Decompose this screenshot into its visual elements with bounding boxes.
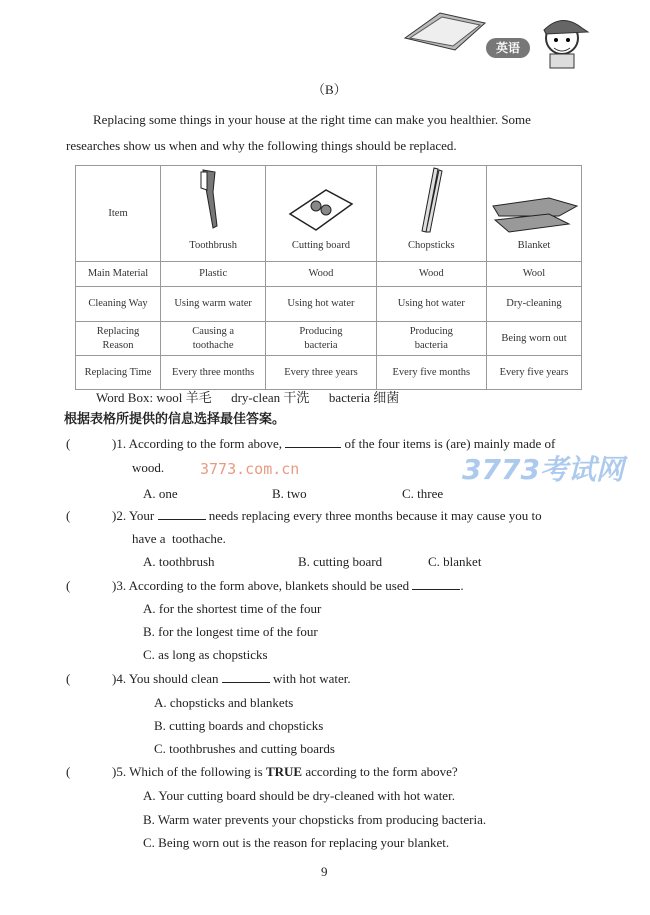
question-1: )1. According to the form above, of the four items is (are) mainly made of [112,436,556,451]
table-cell: Producing bacteria [266,322,376,356]
toothbrush-icon [193,166,233,234]
table-cell: Using warm water [161,287,266,322]
table-cell: Replacing Time [76,356,161,390]
table-cell: Every three months [161,356,266,390]
table-cell: Plastic [161,262,266,287]
question-4: )4. You should clean with hot water. [112,671,351,686]
table-row [76,262,582,287]
option[interactable]: C. toothbrushes and cutting boards [154,741,335,756]
answer-blank [412,580,460,590]
option[interactable]: A. toothbrush [143,554,215,569]
option[interactable]: B. Warm water prevents your chopsticks from producing bacteria. [143,812,487,827]
subject-logo: 英语 [486,38,530,58]
answer-paren[interactable]: ( [66,508,71,523]
option[interactable]: C. three [402,486,444,501]
table-header-cell: Toothbrush [161,166,266,262]
option[interactable]: B. two [272,486,307,501]
table-header-cell: Item [76,166,161,262]
table-cell: Wood [376,262,486,287]
answer-paren[interactable]: ( [66,671,71,686]
question-5: )5. Which of the following is TRUE according to the form above? [112,764,458,779]
table-row [76,287,582,322]
table-cell: Replacing Reason [76,322,161,356]
table-cell: Causing a toothache [161,322,266,356]
option[interactable]: B. cutting board [298,554,383,569]
chopsticks-icon [416,166,446,234]
table-cell: Using hot water [266,287,376,322]
table-cell: Main Material [76,262,161,287]
question-3: )3. According to the form above, blankets should be used . [112,578,464,593]
table-header-cell: Blanket [486,166,581,262]
table-header-row [76,166,582,262]
table-cell: Every five years [486,356,581,390]
cartoon-boy-illustration [532,10,592,70]
question-2: )2. Your needs replacing every three months because it may cause you to [112,508,542,523]
intro-line-1: Replacing some things in your house at the right time can make you healthier. Some [93,112,531,127]
table-cell: Dry-cleaning [486,287,581,322]
table-cell: Producing bacteria [376,322,486,356]
answer-paren[interactable]: ( [66,436,71,451]
answer-blank [222,673,270,683]
replacement-table [75,165,582,390]
table-cell: Using hot water [376,287,486,322]
answer-paren[interactable]: ( [66,578,71,593]
page-number: 9 [321,864,328,879]
option[interactable]: C. Being worn out is the reason for replacing your blanket. [143,835,450,850]
header-book-illustration [400,8,490,53]
option[interactable]: A. for the shortest time of the four [143,601,322,616]
option[interactable]: C. as long as chopsticks [143,647,268,662]
table-cell: Every five months [376,356,486,390]
option[interactable]: A. Your cutting board should be dry-cleaned with hot water. [143,788,455,803]
option[interactable]: C. blanket [428,554,482,569]
word-box: Word Box: wool 羊毛 dry-clean 干洗 bacteria 细菌 [96,390,400,405]
question-1-cont: wood. [132,460,165,475]
option[interactable]: B. for the longest time of the four [143,624,318,639]
table-row [76,322,582,356]
question-2-cont: have a toothache. [132,531,226,546]
cutting-board-icon [286,184,356,234]
section-label: （B） [312,82,347,97]
table-row [76,356,582,390]
table-cell: Being worn out [486,322,581,356]
watermark-logo: 3773考试网 [462,453,624,486]
intro-line-2: researches show us when and why the following things should be replaced. [66,138,457,153]
table-cell: Wool [486,262,581,287]
watermark-url: 3773.com.cn [200,460,300,478]
answer-paren[interactable]: ( [66,764,71,779]
instruction: 根据表格所提供的信息选择最佳答案。 [64,412,286,427]
table-cell: Every three years [266,356,376,390]
table-cell: Cleaning Way [76,287,161,322]
table-header-cell: Cutting board [266,166,376,262]
answer-blank [285,438,341,448]
blanket-icon [489,194,579,234]
option[interactable]: A. one [143,486,178,501]
option[interactable]: B. cutting boards and chopsticks [154,718,324,733]
table-cell: Wood [266,262,376,287]
option[interactable]: A. chopsticks and blankets [154,695,294,710]
answer-blank [158,510,206,520]
table-header-cell: Chopsticks [376,166,486,262]
